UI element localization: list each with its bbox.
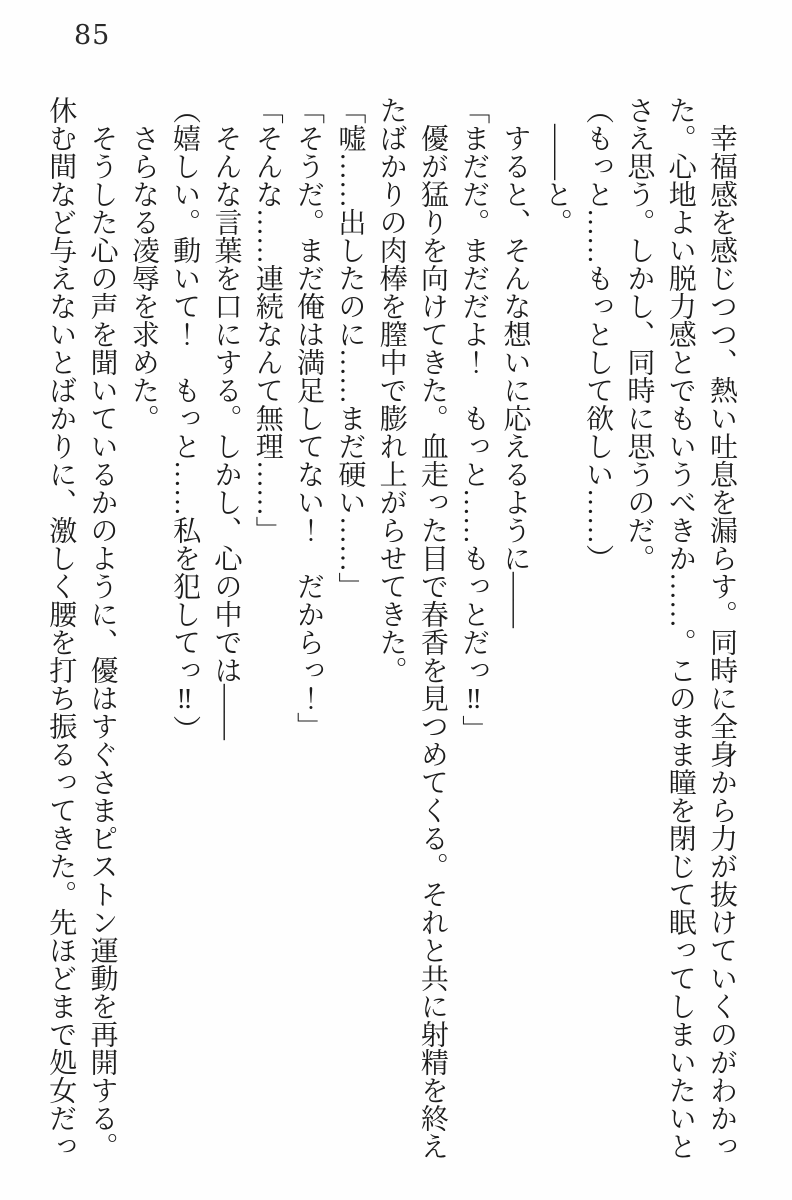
- text-line-4: （もっと……もっとして欲しい……）: [582, 96, 614, 572]
- text-line-1: 幸福感を感じつつ、熱い吐息を漏らす。同時に全身から力が抜けていくのがわかっ: [706, 96, 737, 1160]
- text-line-15: さらなる凌辱を求めた。: [127, 96, 159, 432]
- text-line-11: 「そうだ。まだ俺は満足してない！ だからっ！」: [293, 96, 325, 740]
- text-line-12: 「そんな……連続なんて無理……」: [251, 96, 283, 544]
- text-line-9: たばかりの肉棒を膣中で膨れ上がらせてきた。: [375, 96, 407, 684]
- text-line-17: 休む間など与えないとばかりに、激しく腰を打ち振るってきた。先ほどまで処女だっ: [45, 96, 77, 1160]
- text-line-6: すると、そんな想いに応えるように——: [499, 96, 531, 628]
- text-line-2: た。心地よい脱力感とでもいうべきか……。このまま瞳を閉じて眠ってしまいたいと: [664, 96, 696, 1160]
- text-line-10: 「嘘……出したのに……まだ硬い……」: [334, 96, 366, 600]
- text-line-13: そんな言葉を口にする。しかし、心の中では——: [210, 96, 242, 740]
- text-line-5: ——と。: [540, 96, 572, 236]
- text-line-14: （嬉しい。動いて！ もっと……私を犯してっ‼）: [169, 96, 201, 743]
- text-line-8: 優が猛りを向けてきた。血走った目で春香を見つめてくる。それと共に射精を終え: [416, 96, 448, 1160]
- text-line-16: そうした心の声を聞いているかのように、優はすぐさまピストン運動を再開する。: [86, 96, 118, 1160]
- page-number: 85: [74, 20, 111, 51]
- vertical-text-block: [40, 96, 742, 1176]
- text-line-3: さえ思う。しかし、同時に思うのだ。: [623, 96, 655, 572]
- text-line-7: 「まだだ。まだだよ！ もっと……もっとだっ‼」: [458, 96, 490, 743]
